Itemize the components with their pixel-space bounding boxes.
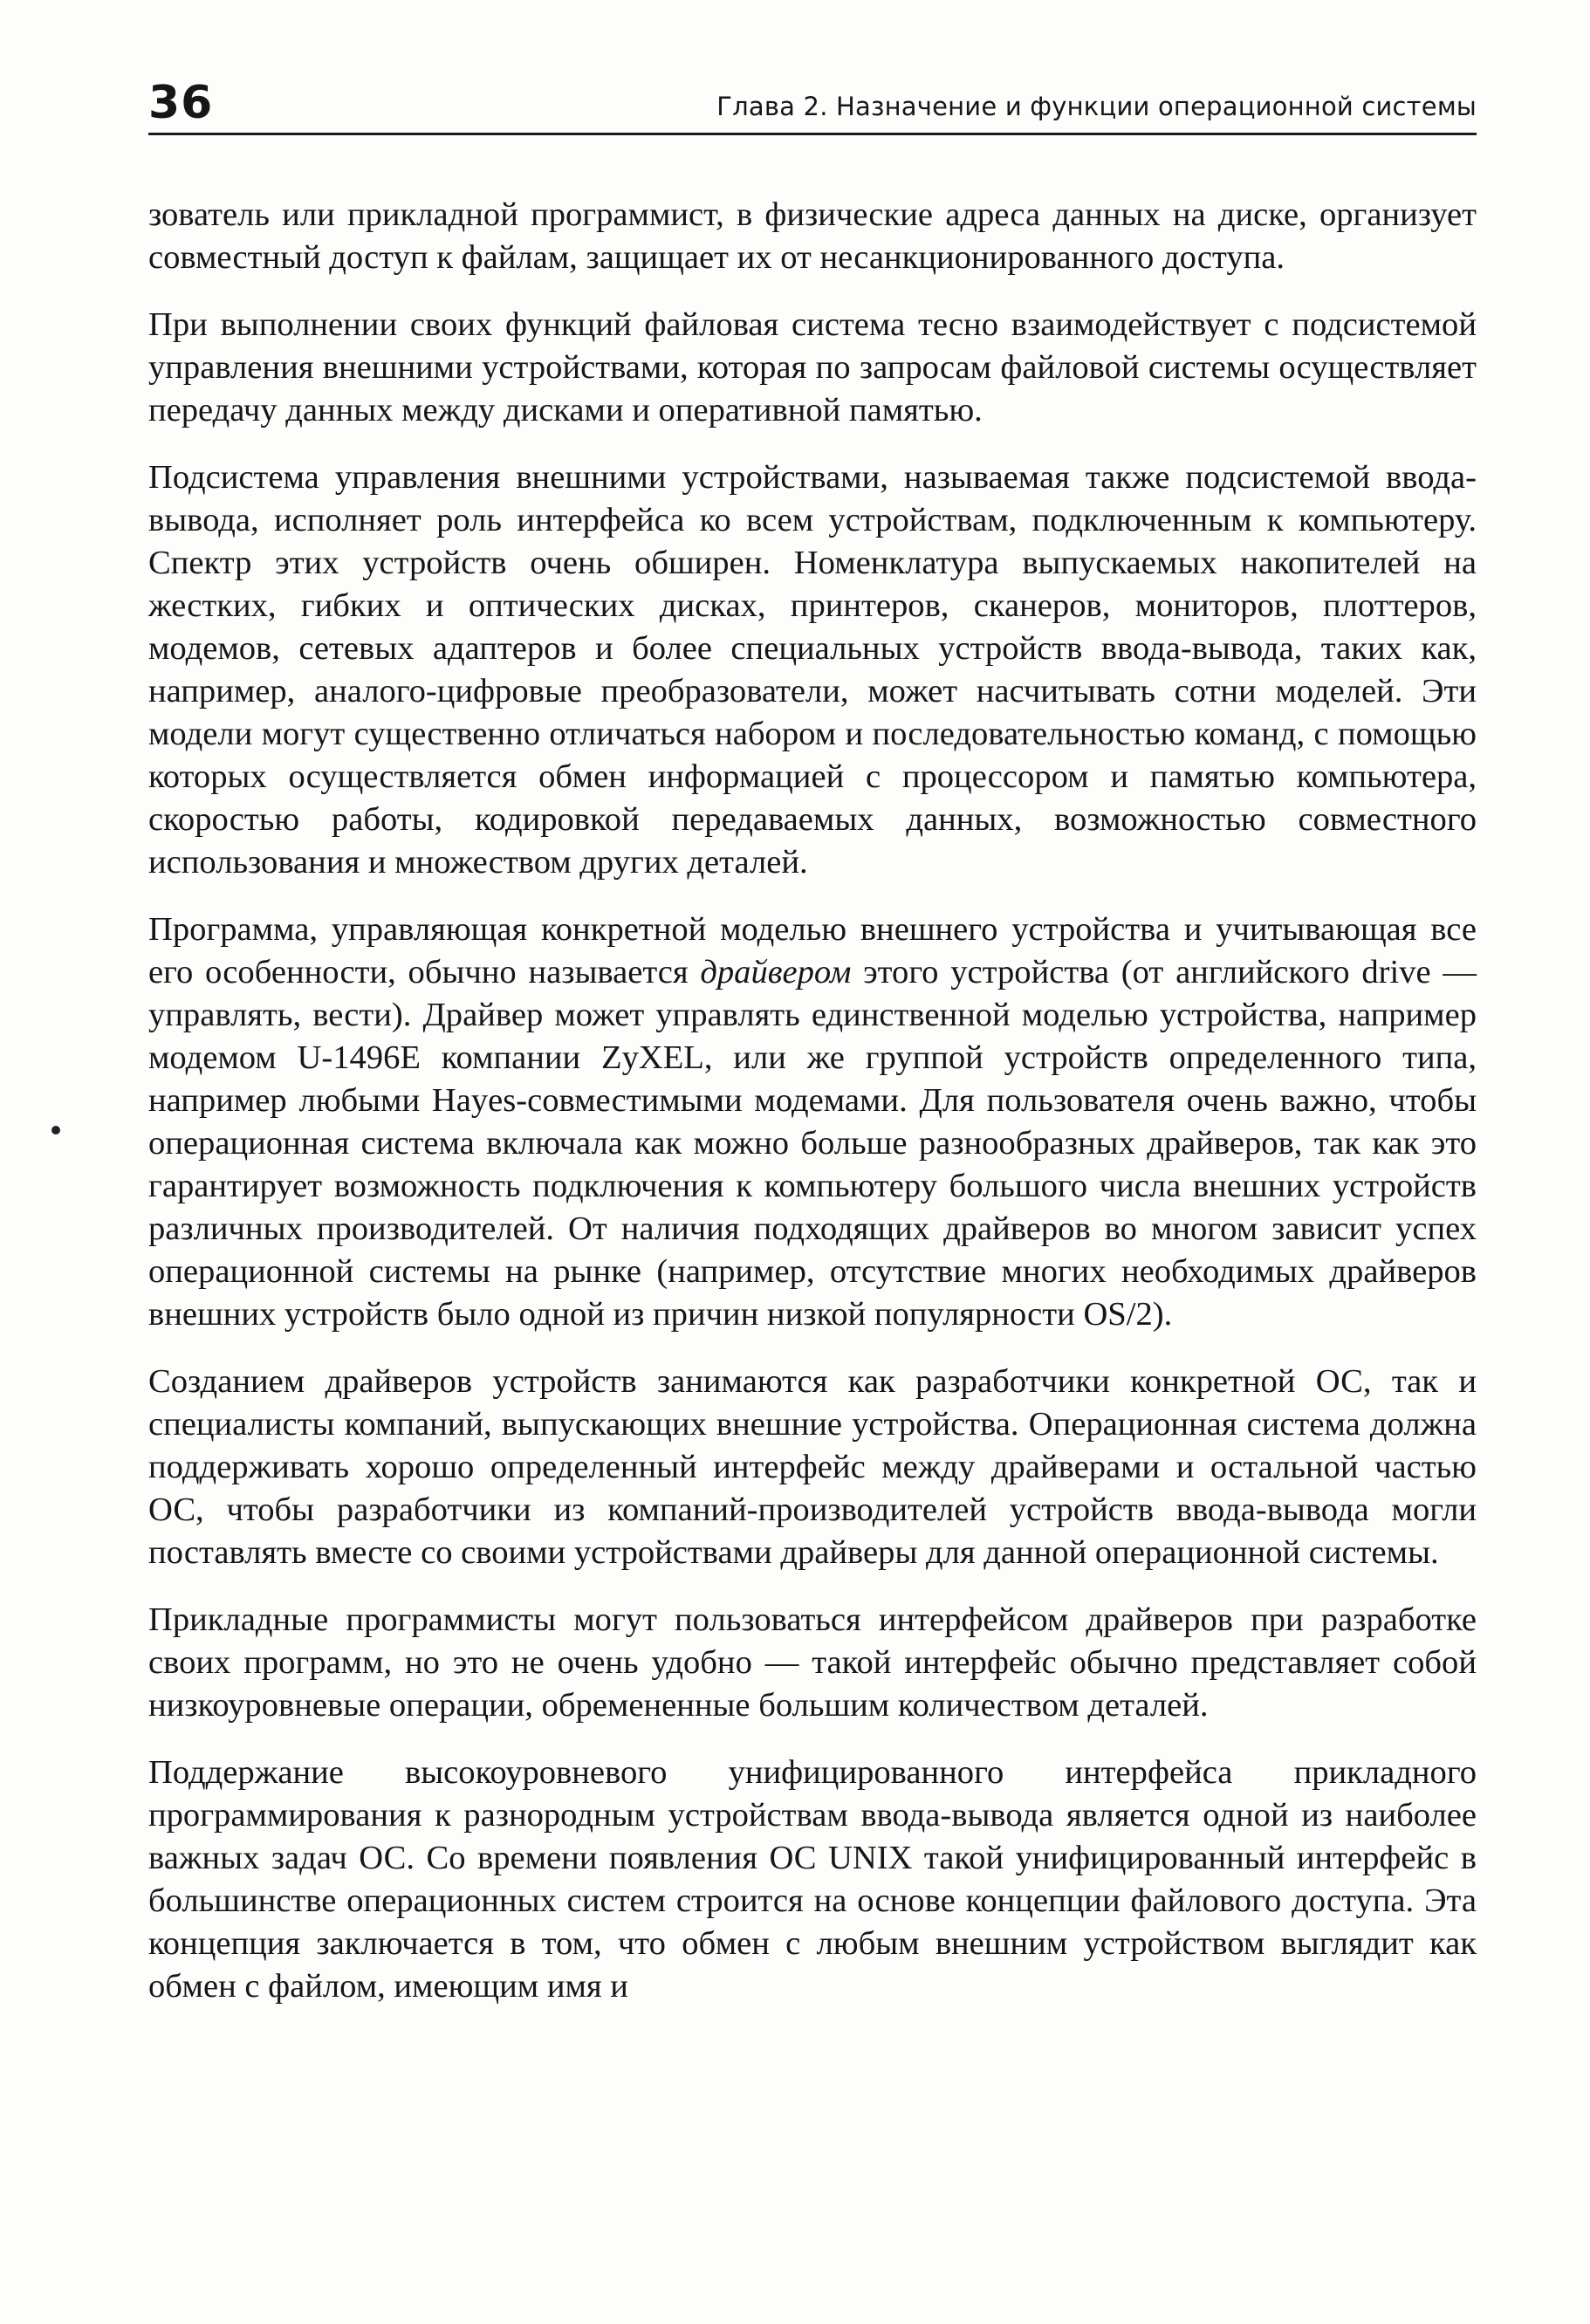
- page-number: 36: [148, 77, 214, 129]
- body-text: [148, 194, 1477, 2033]
- running-head: Глава 2. Назначение и функции операционной системы: [716, 92, 1477, 121]
- emphasized-term: драйвером: [700, 954, 852, 991]
- paragraph-text-after: этого устройства (от английского drive — управлять, вести). Драйвер может управлять единственной моделью устройства, например модемом U-1496E компании ZyXEL, или же группой устройств определенного типа, например любыми Hayes-совместимыми модемами. Для пользователя очень важно, чтобы операционная система включала как можно больше разнообразных драйверов, так как это гарантирует возможность подключения к компьютеру большого числа внешних устройств различных производителей. От наличия подходящих драйверов во многом зависит успех операционной системы на рынке (например, отсутствие многих необходимых драйверов внешних устройств было одной из причин низкой популярности OS/2).: [148, 954, 1477, 1333]
- paragraph-text-before: Программа, управляющая конкретной моделью внешнего устройства и учитывающая все его особенности, обычно называется: [148, 911, 1477, 991]
- paragraph: Созданием драйверов устройств занимаются как разработчики конкретной ОС, так и специалисты компаний, выпускающих внешние устройства. Операционная система должна поддерживать хорошо определенный интерфейс между драйверами и остальной частью ОС, чтобы разработчики из компаний-производителей устройств ввода-вывода могли поставлять вместе со своими устройствами драйверы для данной операционной системы.: [148, 1363, 1477, 1571]
- page-header: [148, 77, 1477, 135]
- margin-dot: [51, 1126, 60, 1135]
- paragraph: Подсистема управления внешними устройствами, называемая также подсистемой ввода-вывода, исполняет роль интерфейса ко всем устройствам, подключенным к компьютеру. Спектр этих устройств очень обширен. Номенклатура выпускаемых накопителей на жестких, гибких и оптических дисках, принтеров, сканеров, мониторов, плоттеров, модемов, сетевых адаптеров и более специальных устройств ввода-вывода, таких как, например, аналого-цифровые преобразователи, может насчитывать сотни моделей. Эти модели могут существенно отличаться набором и последовательностью команд, с помощью которых осуществляется обмен информацией с процессором и памятью компьютера, скоростью работы, кодировкой передаваемых данных, возможностью совместного использования и множеством других деталей.: [148, 459, 1477, 881]
- paragraph-with-emphasis: [148, 908, 1477, 1336]
- paragraph: зователь или прикладной программист, в физические адреса данных на диске, организует совместный доступ к файлам, защищает их от несанкционированного доступа.: [148, 196, 1477, 276]
- paragraph: Прикладные программисты могут пользоваться интерфейсом драйверов при разработке своих программ, но это не очень удобно — такой интерфейс обычно представляет собой низкоуровневые операции, обремененные большим количеством деталей.: [148, 1601, 1477, 1724]
- paragraph: Поддержание высокоуровневого унифицированного интерфейса прикладного программирования к разнородным устройствам ввода-вывода является одной из наиболее важных задач ОС. Со времени появления ОС UNIX такой унифицированный интерфейс в большинстве операционных систем строится на основе концепции файлового доступа. Эта концепция заключается в том, что обмен с любым внешним устройством выглядит как обмен с файлом, имеющим имя и: [148, 1754, 1477, 2005]
- paragraph: При выполнении своих функций файловая система тесно взаимодействует с подсистемой управления внешними устройствами, которая по запросам файловой системы осуществляет передачу данных между дисками и оперативной памятью.: [148, 306, 1477, 428]
